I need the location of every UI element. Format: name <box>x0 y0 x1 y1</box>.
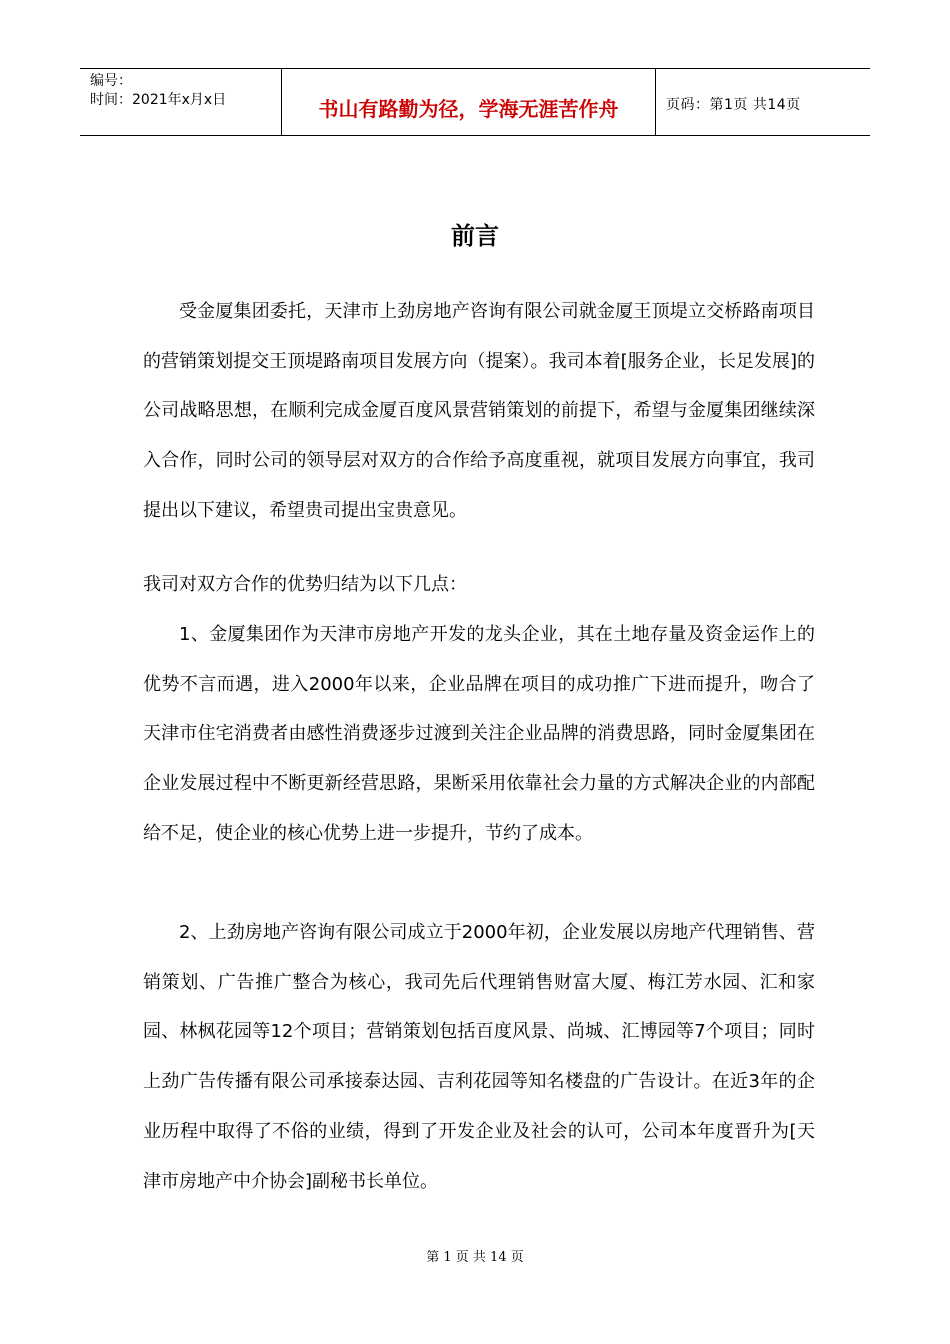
page-title: 前言 <box>451 221 499 250</box>
header-meta-cell <box>80 69 282 135</box>
paragraph-point-2: 2、上劲房地产咨询有限公司成立于2000年初，企业发展以房地产代理销售、营销策划、广告推广整合为核心，我司先后代理销售财富大厦、梅江芳水园、汇和家园、林枫花园等12个项目；营销策划包括百度风景、尚城、汇博园等7个项目；同时上劲广告传播有限公司承接泰达园、吉利花园等知名楼盘的广告设计。在近3年的企业历程中取得了不俗的业绩，得到了开发企业及社会的认可，公司本年度晋升为[天津市房地产中介协会]副秘书长单位。 <box>143 922 815 1192</box>
page-footer: 第 1 页 共 14 页 <box>426 1250 524 1265</box>
document-time-label: 时间：2021年x月x日 <box>90 92 227 108</box>
document-header <box>80 68 870 136</box>
document-number-label: 编号： <box>90 73 132 89</box>
header-page-info: 页码：第1页 共14页 <box>666 97 801 113</box>
paragraph-point-1: 1、金厦集团作为天津市房地产开发的龙头企业，其在土地存量及资金运作上的优势不言而遇，进入2000年以来，企业品牌在项目的成功推广下进而提升，吻合了天津市住宅消费者由感性消费逐步过渡到关注企业品牌的消费思路，同时金厦集团在企业发展过程中不断更新经营思路，果断采用依靠社会力量的方式解决企业的内部配给不足，使企业的核心优势上进一步提升，节约了成本。 <box>143 624 815 844</box>
paragraph-intro: 受金厦集团委托，天津市上劲房地产咨询有限公司就金厦王顶堤立交桥路南项目的营销策划提交王顶堤路南项目发展方向（提案）。我司本着[服务企业，长足发展]的公司战略思想，在顺利完成金厦百度风景营销策划的前提下，希望与金厦集团继续深入合作，同时公司的领导层对双方的合作给予高度重视，就项目发展方向事宜，我司提出以下建议，希望贵司提出宝贵意见。 <box>143 301 815 521</box>
header-motto: 书山有路勤为径，学海无涯苦作舟 <box>282 69 656 135</box>
paragraph-advantages-heading: 我司对双方合作的优势归结为以下几点： <box>143 574 467 595</box>
